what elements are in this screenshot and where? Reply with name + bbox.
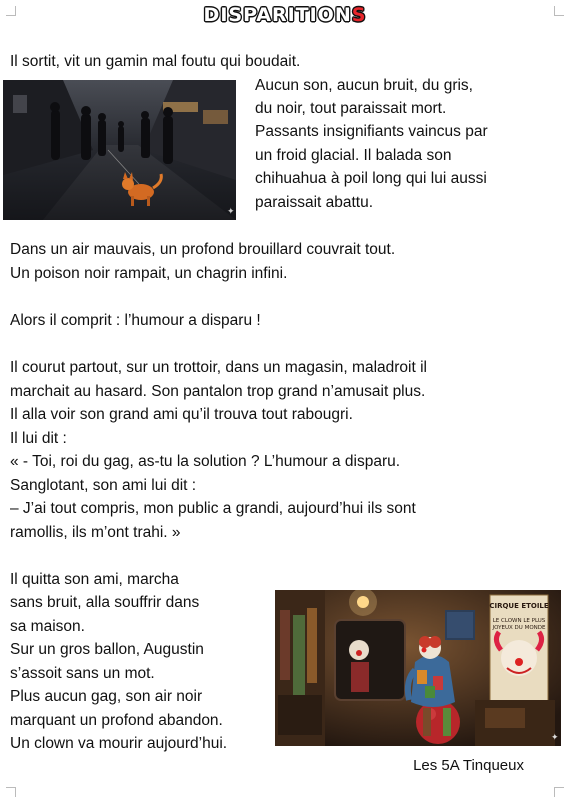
text-line: Aucun son, aucun bruit, du gris, [255, 77, 473, 94]
svg-text:✦: ✦ [227, 207, 235, 217]
text-line: s’assoit sans un mot. [10, 665, 155, 682]
signature: Les 5A Tinqueux [413, 757, 524, 774]
text-line: sa maison. [10, 618, 85, 635]
text-line: du noir, tout paraissait mort. [255, 100, 447, 117]
text-line: « - Toi, roi du gag, as-tu la solution ? L’humour a disparu. [10, 453, 401, 470]
poster-line-2: LE CLOWN LE PLUS [492, 618, 546, 624]
text-line: Il lui dit : [10, 430, 67, 447]
text-line: Sur un gros ballon, Augustin [10, 641, 204, 658]
title-last-letter: S [351, 4, 367, 26]
text-line: Un clown va mourir aujourd’hui. [10, 735, 228, 752]
page-corner-mark [554, 787, 564, 797]
title-main: DISPARITION [203, 4, 352, 26]
page-title [0, 4, 570, 26]
text-line: un froid glacial. Il balada son [255, 147, 452, 164]
page-corner-mark [6, 787, 16, 797]
svg-text:✦: ✦ [551, 733, 559, 743]
text-line: – J’ai tout compris, mon public a grandi, aujourd’hui ils sont [10, 500, 416, 517]
street-chihuahua-image [3, 80, 236, 220]
text-line: Dans un air mauvais, un profond brouillard couvrait tout. [10, 241, 396, 258]
text-line: marchait au hasard. Son pantalon trop grand n’amusait plus. [10, 383, 426, 400]
text-line: marquant un profond abandon. [10, 712, 223, 729]
text-line: Passants insignifiants vaincus par [255, 123, 488, 140]
text-line: Plus aucun gag, son air noir [10, 688, 203, 705]
poster-line-3: JOYEUX DU MONDE [492, 625, 546, 631]
text-line: Il courut partout, sur un trottoir, dans un magasin, maladroit il [10, 359, 427, 376]
text-line: sans bruit, alla souffrir dans [10, 594, 200, 611]
text-line: Sanglotant, son ami lui dit : [10, 477, 197, 494]
text-line: paraissait abattu. [255, 194, 374, 211]
text-line: Il alla voir son grand ami qu’il trouva tout rabougri. [10, 406, 353, 423]
sad-clown-image [275, 590, 561, 746]
text-line: Il sortit, vit un gamin mal foutu qui boudait. [10, 53, 301, 70]
poster-line-1: CIRQUE ETOILE [489, 602, 549, 610]
text-line: ramollis, ils m’ont trahi. » [10, 524, 181, 541]
text-line: chihuahua à poil long qui lui aussi [255, 170, 487, 187]
text-line: Alors il comprit : l’humour a disparu ! [10, 312, 261, 329]
text-line: Un poison noir rampait, un chagrin infini. [10, 265, 288, 282]
text-line: Il quitta son ami, marcha [10, 571, 179, 588]
